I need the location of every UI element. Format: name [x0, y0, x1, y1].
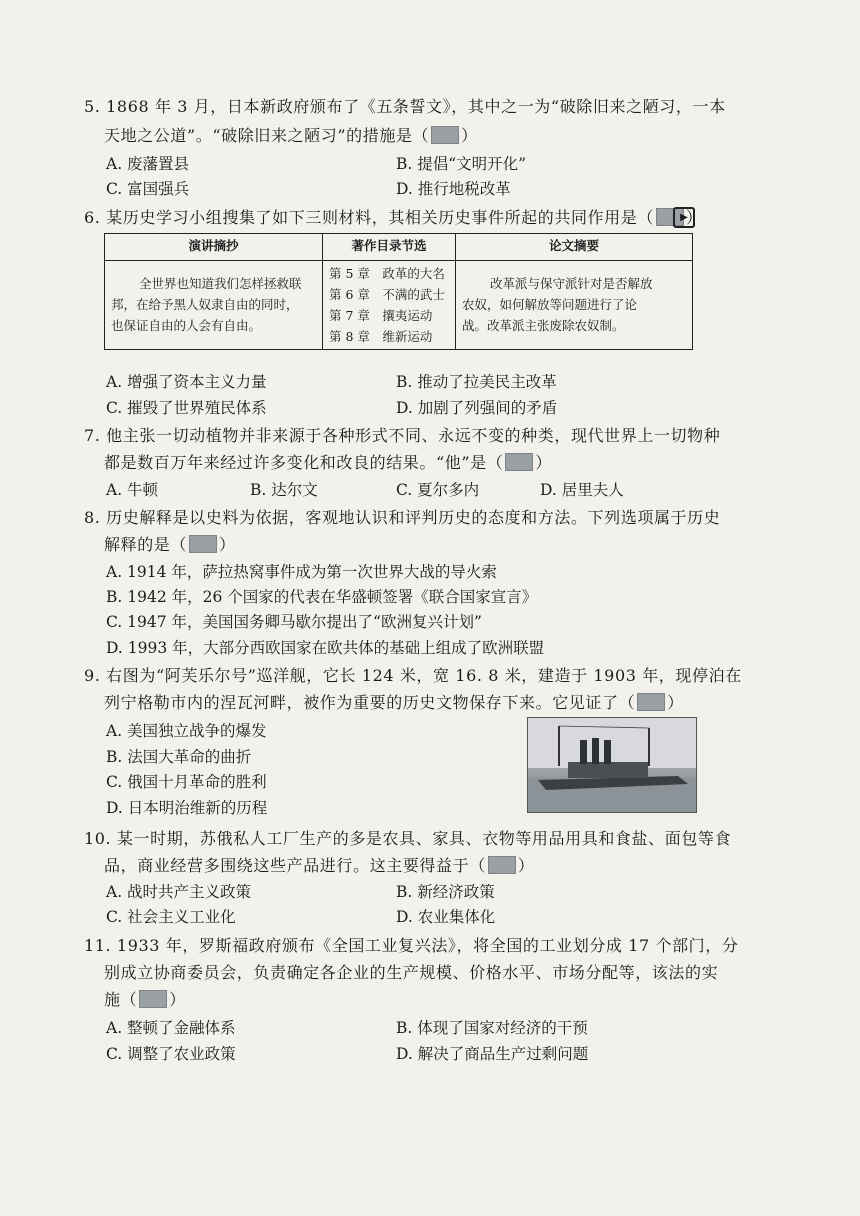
- toc-line: 第 6 章 不满的武士: [329, 287, 445, 302]
- table-cell-toc: [323, 261, 456, 350]
- aurora-cruiser-image: [528, 718, 696, 812]
- q11-answer-box[interactable]: [139, 990, 167, 1008]
- q5-option-d[interactable]: D. 推行地税改革: [396, 180, 511, 198]
- q8-option-c[interactable]: C. 1947 年，美国国务卿马歇尔提出了“欧洲复兴计划”: [106, 613, 482, 631]
- q9-option-b[interactable]: B. 法国大革命的曲折: [106, 748, 252, 766]
- q11-stem-line1: 11. 1933 年，罗斯福政府颁布《全国工业复兴法》，将全国的工业划分成 17 个部门，分: [84, 936, 739, 955]
- q8-stem-text: 解释的是（: [104, 535, 188, 554]
- table-header-toc: 著作目录节选: [323, 234, 456, 261]
- q6-stem-line1: [84, 205, 703, 228]
- q6-stem-text: 6. 某历史学习小组搜集了如下三则材料，其相关历史事件所起的共同作用是（: [84, 208, 654, 227]
- q8-option-a[interactable]: A. 1914 年，萨拉热窝事件成为第一次世界大战的导火索: [106, 563, 497, 581]
- q10-stem-line1: 10. 某一时期，苏俄私人工厂生产的多是农具、家具、衣物等用品用具和食盐、面包等食: [84, 829, 732, 848]
- q10-stem-text: 品，商业经营多围绕这些产品进行。这主要得益于（: [104, 856, 486, 875]
- abstract-line: 战。改革派主张废除农奴制。: [462, 318, 625, 333]
- table-cell-abstract: [456, 261, 693, 350]
- q8-stem-line1: 8. 历史解释是以史料为依据，客观地认识和评判历史的态度和方法。下列选项属于历史: [84, 508, 721, 527]
- q10-close-paren: ）: [517, 856, 535, 875]
- q10-option-b[interactable]: B. 新经济政策: [396, 883, 495, 901]
- q8-stem-line2: [104, 532, 236, 555]
- q8-answer-box[interactable]: [189, 535, 217, 553]
- q11-option-c[interactable]: C. 调整了农业政策: [106, 1045, 236, 1063]
- q6-option-a[interactable]: A. 增强了资本主义力量: [106, 373, 267, 391]
- q7-close-paren: ）: [535, 453, 552, 472]
- q11-stem-line3: [104, 987, 186, 1010]
- q7-option-c[interactable]: C. 夏尔多内: [396, 481, 480, 499]
- q11-option-a[interactable]: A. 整顿了金融体系: [106, 1019, 236, 1037]
- q5-option-c[interactable]: C. 富国强兵: [106, 180, 190, 198]
- q6-option-c[interactable]: C. 摧毁了世界殖民体系: [106, 399, 267, 417]
- q10-option-a[interactable]: A. 战时共产主义政策: [106, 883, 252, 901]
- q11-close-paren: ）: [169, 990, 186, 1009]
- toc-line: 第 5 章 政革的大名: [329, 266, 445, 281]
- q9-stem-line2: [104, 690, 684, 713]
- q11-stem-text: 施（: [104, 990, 138, 1009]
- abstract-line: 农奴，如何解放等问题进行了论: [462, 297, 638, 312]
- q8-option-b[interactable]: B. 1942 年，26 个国家的代表在华盛顿签署《联合国家宣言》: [106, 588, 538, 606]
- q6-option-d[interactable]: D. 加剧了列强间的矛盾: [396, 399, 558, 417]
- q9-answer-box[interactable]: [637, 693, 665, 711]
- table-header-speech: 演讲摘抄: [105, 234, 323, 261]
- speech-line: 全世界也知道我们怎样拯救联: [139, 276, 302, 291]
- q9-close-paren: ）: [667, 693, 684, 712]
- play-icon[interactable]: ▶: [673, 207, 695, 228]
- q9-option-a[interactable]: A. 美国独立战争的爆发: [106, 722, 267, 740]
- q8-close-paren: ）: [219, 535, 236, 554]
- q5-stem-line1: 5. 1868 年 3 月，日本新政府颁布了《五条誓文》，其中之一为“破除旧来之陋习，一本: [84, 97, 726, 116]
- q7-stem-line1: 7. 他主张一切动植物并非来源于各种形式不同、永远不变的种类，现代世界上一切物种: [84, 426, 721, 445]
- q6-close-paren: ）: [685, 208, 703, 227]
- q10-stem-line2: [104, 853, 534, 876]
- table-header-abstract: 论文摘要: [456, 234, 693, 261]
- q11-stem-line2: 别成立协商委员会，负责确定各企业的生产规模、价格水平、市场分配等，该法的实: [104, 963, 719, 982]
- q7-stem-text: 都是数百万年来经过许多变化和改良的结果。“他”是（: [104, 453, 504, 472]
- q5-option-b[interactable]: B. 提倡“文明开化”: [396, 155, 527, 173]
- q7-option-a[interactable]: A. 牛顿: [106, 481, 159, 499]
- q9-option-d[interactable]: D. 日本明治维新的历程: [106, 799, 268, 817]
- cruiser-photo: [527, 717, 697, 813]
- q11-option-d[interactable]: D. 解决了商品生产过剩问题: [396, 1045, 589, 1063]
- toc-line: 第 8 章 维新运动: [329, 329, 433, 344]
- q9-stem-line1: 9. 右图为“阿芙乐尔号”巡洋舰，它长 124 米，宽 16. 8 米，建造于 1903 年，现停泊在: [84, 666, 742, 685]
- q10-option-d[interactable]: D. 农业集体化: [396, 908, 496, 926]
- q5-stem-line2: [104, 123, 478, 146]
- q6-materials-table: [104, 233, 693, 350]
- speech-line: 也保证自由的人会有自由。: [111, 318, 262, 333]
- q8-option-d[interactable]: D. 1993 年，大部分西欧国家在欧共体的基础上组成了欧洲联盟: [106, 639, 545, 657]
- q5-answer-box[interactable]: [431, 126, 459, 144]
- q11-option-b[interactable]: B. 体现了国家对经济的干预: [396, 1019, 588, 1037]
- q7-answer-box[interactable]: [505, 453, 533, 471]
- q9-option-c[interactable]: C. 俄国十月革命的胜利: [106, 773, 267, 791]
- q10-answer-box[interactable]: [488, 856, 516, 874]
- q5-close-paren: ）: [461, 126, 478, 145]
- abstract-line: 改革派与保守派针对是否解放: [490, 276, 653, 291]
- q7-option-d[interactable]: D. 居里夫人: [540, 481, 624, 499]
- q9-stem-text: 列宁格勒市内的涅瓦河畔，被作为重要的历史文物保存下来。它见证了（: [104, 693, 636, 712]
- q7-stem-line2: [104, 450, 552, 473]
- speech-line: 邦，在给予黑人奴隶自由的同时，: [111, 297, 299, 312]
- q5-stem-text: 天地之公道”。“破除旧来之陋习”的措施是（: [104, 126, 430, 145]
- table-cell-speech: [105, 261, 323, 350]
- q10-option-c[interactable]: C. 社会主义工业化: [106, 908, 236, 926]
- q6-option-b[interactable]: B. 推动了拉美民主改革: [396, 373, 557, 391]
- q7-option-b[interactable]: B. 达尔文: [250, 481, 318, 499]
- q5-option-a[interactable]: A. 废藩置县: [106, 155, 190, 173]
- toc-line: 第 7 章 攘夷运动: [329, 308, 433, 323]
